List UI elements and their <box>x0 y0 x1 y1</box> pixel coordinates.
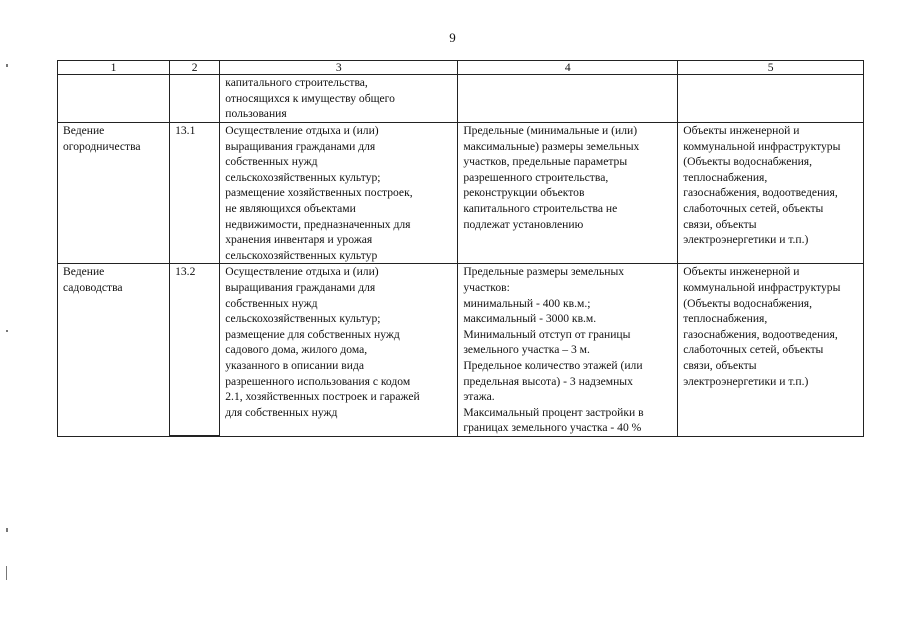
land-use-code-cell <box>170 75 220 123</box>
table-row <box>58 75 864 123</box>
parameters-cell: Предельные размеры земельных участков: минимальный - 400 кв.м.; максимальный - 3000 кв.м. Минимальный отступ от границы земельного участка – 3 м. Предельное количество этажей (или предельная высота) - 3 надземных этажа. Максимальный процент застройки в границах земельного участка - 40 % <box>458 264 678 437</box>
column-header: 1 <box>58 61 170 75</box>
table-row <box>58 264 864 437</box>
scan-margin-mark <box>6 64 8 67</box>
land-use-name-cell: Ведение огородничества <box>58 123 170 264</box>
infrastructure-cell: Объекты инженерной и коммунальной инфраструктуры (Объекты водоснабжения, теплоснабжения, газоснабжения, водоотведения, слаботочных сетей, объекты связи, объекты электроэнергетики и т.п.) <box>678 264 864 437</box>
description-cell: Осуществление отдыха и (или) выращивания гражданами для собственных нужд сельскохозяйственных культур; размещение хозяйственных построек, не являющихся объектами недвижимости, предназначенных для хранения инвентаря и урожая сельскохозяйственных культур <box>220 123 458 264</box>
column-header: 3 <box>220 61 458 75</box>
parameters-cell <box>458 75 678 123</box>
land-use-code-cell: 13.2 <box>170 264 220 437</box>
scan-margin-mark <box>6 528 8 532</box>
parameters-cell: Предельные (минимальные и (или) максимальные) размеры земельных участков, предельные параметры разрешенного строительства, реконструкции объектов капитального строительства не подлежат установлению <box>458 123 678 264</box>
land-use-code-cell: 13.1 <box>170 123 220 264</box>
land-use-name-cell: Ведение садоводства <box>58 264 170 437</box>
column-header: 4 <box>458 61 678 75</box>
table-header-row <box>58 61 864 75</box>
description-cell: капитального строительства, относящихся к имуществу общего пользования <box>220 75 458 123</box>
table-row <box>58 123 864 264</box>
regulation-table <box>57 60 864 437</box>
description-cell: Осуществление отдыха и (или) выращивания гражданами для собственных нужд сельскохозяйственных культур; размещение для собственных нужд садового дома, жилого дома, указанного в описании вида разрешенного использования с кодом 2.1, хозяйственных построек и гаражей для собственных нужд <box>220 264 458 437</box>
land-use-name-cell <box>58 75 170 123</box>
page-number: 9 <box>449 30 456 45</box>
infrastructure-cell <box>678 75 864 123</box>
column-header: 5 <box>678 61 864 75</box>
scan-margin-mark <box>6 566 7 580</box>
infrastructure-cell: Объекты инженерной и коммунальной инфраструктуры (Объекты водоснабжения, теплоснабжения, газоснабжения, водоотведения, слаботочных сетей, объекты связи, объекты электроэнергетики и т.п.) <box>678 123 864 264</box>
column-header: 2 <box>170 61 220 75</box>
scan-margin-mark <box>6 330 8 332</box>
